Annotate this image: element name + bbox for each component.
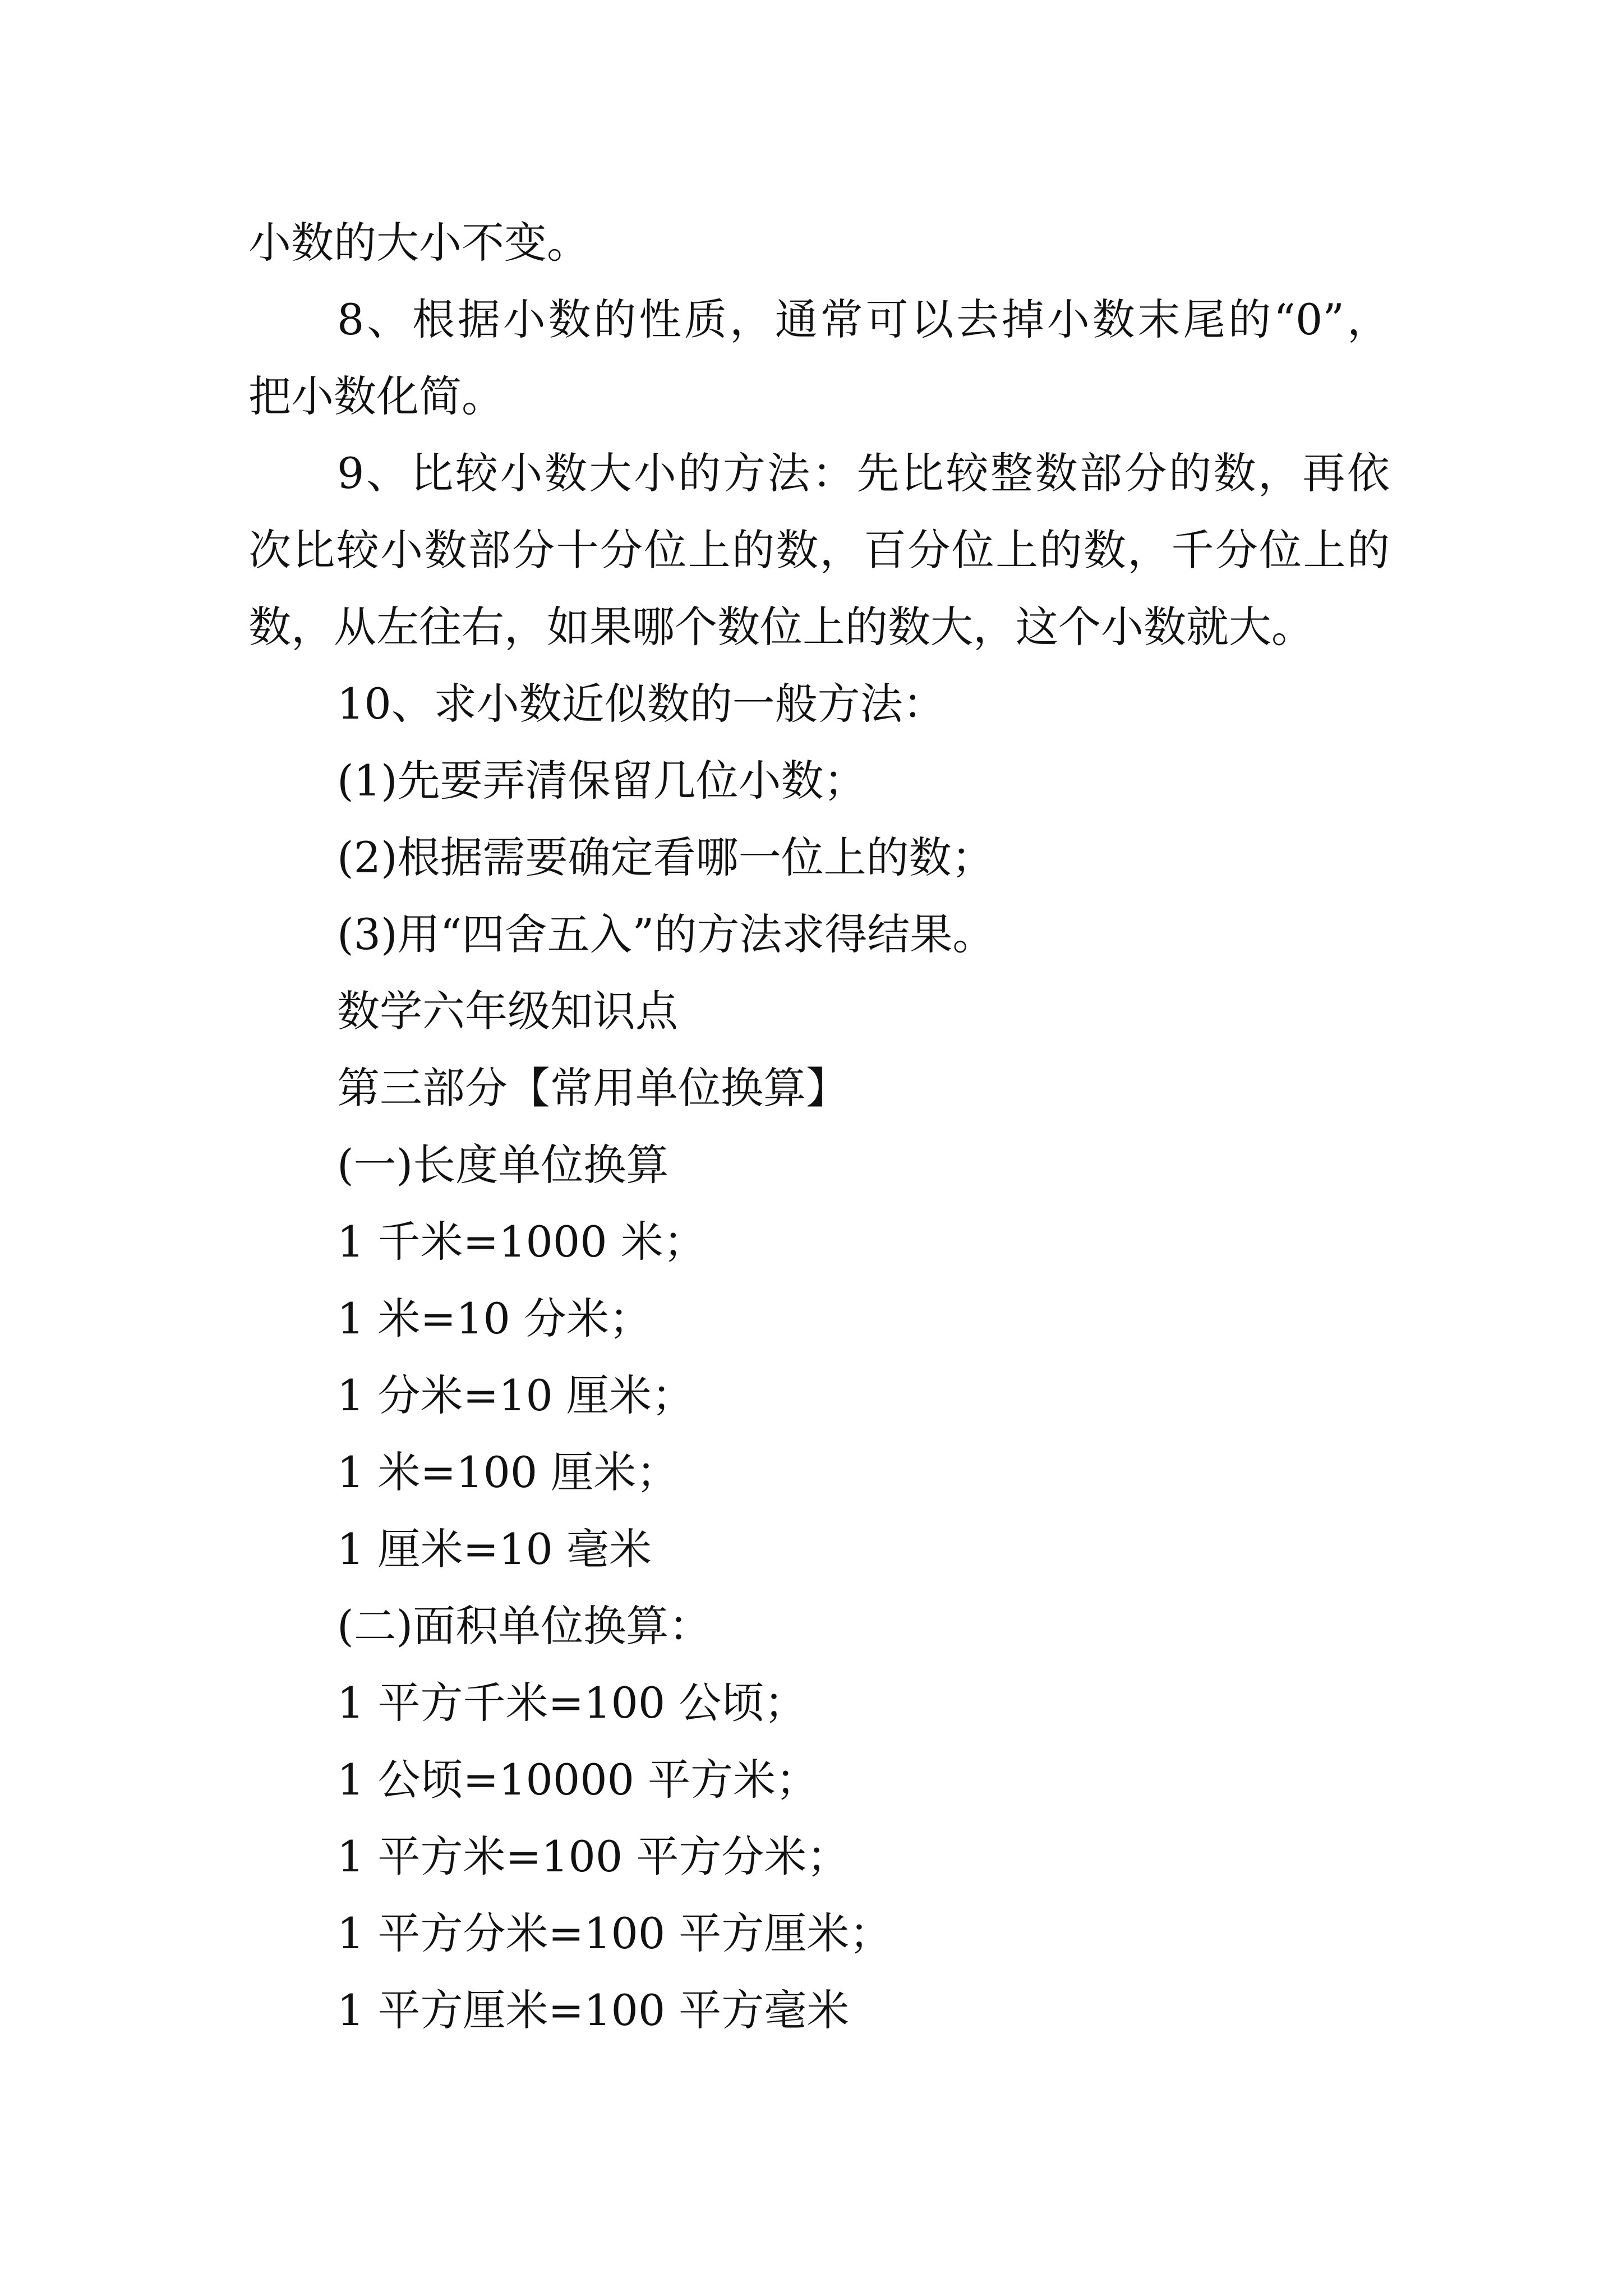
length-conversion: 1 千米=1000 米；: [337, 1217, 706, 1267]
item-9-line-1: 9、比较小数大小的方法：先比较整数部分的数，再依: [337, 448, 1390, 498]
area-conversion: 1 平方千米=100 公顷；: [337, 1678, 807, 1728]
length-conversion: 1 米=10 分米；: [337, 1294, 652, 1343]
length-conversion: 1 厘米=10 毫米: [337, 1524, 652, 1574]
area-conversion: 1 公顷=10000 平方米；: [337, 1755, 819, 1805]
item-10-step-1: (1)先要弄清保留几位小数；: [337, 756, 866, 806]
area-conversion: 1 平方米=100 平方分米；: [337, 1832, 850, 1881]
area-conversion: 1 平方分米=100 平方厘米；: [337, 1908, 892, 1958]
item-10-step-2: (2)根据需要确定看哪一位上的数；: [337, 832, 994, 882]
item-8-line-2: 把小数化简。: [248, 371, 504, 421]
area-section-title: (二)面积单位换算：: [337, 1601, 712, 1651]
item-9-line-3: 数，从左往右，如果哪个数位上的数大，这个小数就大。: [248, 602, 1314, 652]
document-body: [248, 204, 1390, 2049]
length-section-title: (一)长度单位换算: [337, 1140, 669, 1190]
item-8-line-1: 8、根据小数的性质，通常可以去掉小数末尾的“0”，: [337, 295, 1390, 344]
section-heading: 数学六年级知识点: [337, 986, 678, 1036]
length-conversion: 1 分米=10 厘米；: [337, 1370, 695, 1420]
item-9-line-2: 次比较小数部分十分位上的数，百分位上的数，千分位上的: [248, 525, 1390, 575]
text-line: 小数的大小不变。: [248, 218, 589, 268]
item-10-step-3: (3)用“四舍五入”的方法求得结果。: [337, 909, 995, 959]
length-conversion: 1 米=100 厘米；: [337, 1447, 679, 1497]
part-title: 第三部分【常用单位换算】: [337, 1063, 849, 1113]
area-conversion: 1 平方厘米=100 平方毫米: [337, 1985, 850, 2035]
item-10: 10、求小数近似数的一般方法：: [337, 679, 946, 729]
